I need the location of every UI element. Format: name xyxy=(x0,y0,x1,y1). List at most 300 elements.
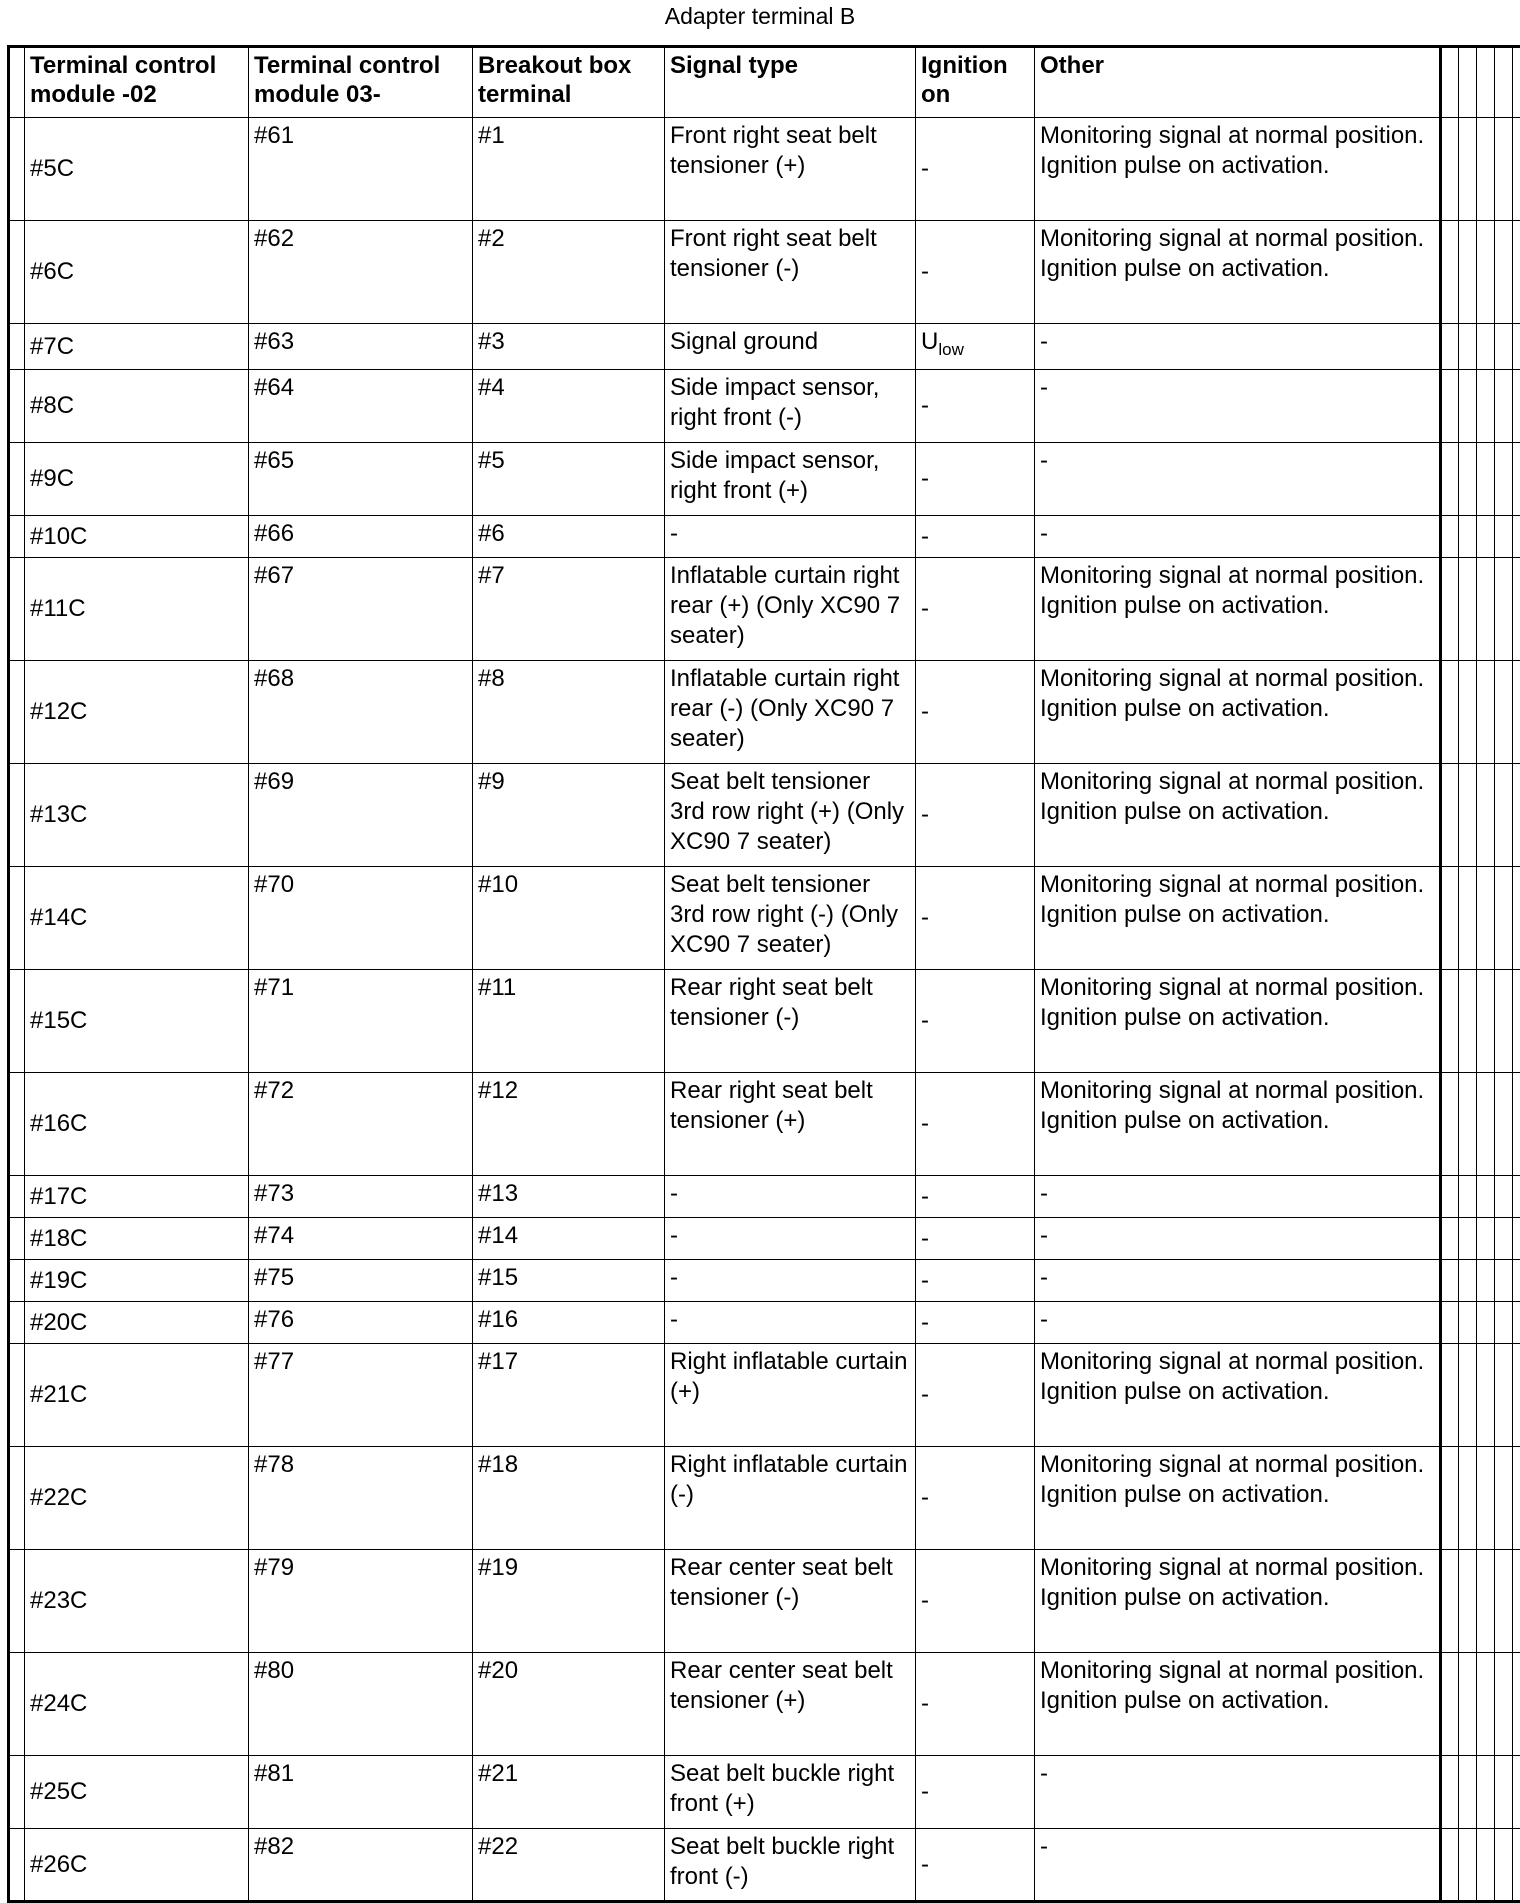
spacer-cell xyxy=(1459,661,1477,764)
other-cell: Monitoring signal at normal position. Ignition pulse on activation. xyxy=(1035,1653,1441,1756)
spacer-cell xyxy=(9,558,25,661)
spacer-cell xyxy=(1459,443,1477,516)
table-row xyxy=(9,324,1520,370)
signal-type-cell: Rear right seat belt tensioner (-) xyxy=(665,970,916,1073)
terminal-module-03-cell: #74 xyxy=(249,1218,473,1260)
spacer-cell xyxy=(1513,1829,1520,1902)
spacer-cell xyxy=(1513,1073,1520,1176)
spacer-cell xyxy=(1495,47,1513,118)
spacer-cell xyxy=(1441,516,1459,558)
spacer-cell xyxy=(1459,1302,1477,1344)
table-row xyxy=(9,661,1520,764)
spacer-cell xyxy=(9,661,25,764)
spacer-cell xyxy=(1477,1829,1495,1902)
other-cell: - xyxy=(1035,516,1441,558)
spacer-cell xyxy=(9,1176,25,1218)
breakout-box-terminal-cell: #13 xyxy=(473,1176,665,1218)
spacer-cell xyxy=(1495,970,1513,1073)
ignition-on-cell xyxy=(916,324,1035,370)
spacer-cell xyxy=(1495,1344,1513,1447)
header-breakout-box-terminal: Breakout box terminal xyxy=(473,47,665,118)
spacer-cell xyxy=(1495,118,1513,221)
spacer-cell xyxy=(1459,324,1477,370)
header-other: Other xyxy=(1035,47,1441,118)
other-cell: - xyxy=(1035,1829,1441,1902)
ignition-on-cell: - xyxy=(916,443,1035,516)
breakout-box-terminal-cell: #14 xyxy=(473,1218,665,1260)
table-row xyxy=(9,1550,1520,1653)
header-row xyxy=(9,47,1520,118)
spacer-cell xyxy=(1441,1653,1459,1756)
spacer-cell xyxy=(1459,1344,1477,1447)
spacer-cell xyxy=(1495,867,1513,970)
spacer-cell xyxy=(1441,661,1459,764)
terminal-module-02-cell: #16C xyxy=(25,1073,249,1176)
breakout-box-terminal-cell: #18 xyxy=(473,1447,665,1550)
spacer-cell xyxy=(1495,661,1513,764)
signal-type-cell: Seat belt tensioner 3rd row right (+) (Only XC90 7 seater) xyxy=(665,764,916,867)
spacer-cell xyxy=(1441,47,1459,118)
ignition-on-cell: - xyxy=(916,1073,1035,1176)
other-cell: Monitoring signal at normal position. Ignition pulse on activation. xyxy=(1035,1550,1441,1653)
spacer-cell xyxy=(1441,443,1459,516)
spacer-cell xyxy=(1441,558,1459,661)
page-caption: Adapter terminal B xyxy=(0,2,1520,30)
spacer-cell xyxy=(1441,1302,1459,1344)
other-cell: - xyxy=(1035,1260,1441,1302)
spacer-cell xyxy=(1459,1756,1477,1829)
spacer-cell xyxy=(1477,1302,1495,1344)
spacer-cell xyxy=(1495,1302,1513,1344)
other-cell: Monitoring signal at normal position. Ignition pulse on activation. xyxy=(1035,1344,1441,1447)
terminal-module-02-cell: #7C xyxy=(25,324,249,370)
table-row xyxy=(9,558,1520,661)
terminal-module-02-cell: #12C xyxy=(25,661,249,764)
other-cell: Monitoring signal at normal position. Ignition pulse on activation. xyxy=(1035,867,1441,970)
header-terminal-module-03: Terminal control module 03- xyxy=(249,47,473,118)
spacer-cell xyxy=(9,1653,25,1756)
breakout-box-terminal-cell: #9 xyxy=(473,764,665,867)
spacer-cell xyxy=(1459,867,1477,970)
table-row xyxy=(9,1260,1520,1302)
table-row xyxy=(9,1218,1520,1260)
terminal-module-02-cell: #5C xyxy=(25,118,249,221)
spacer-cell xyxy=(1495,1176,1513,1218)
spacer-cell xyxy=(1441,764,1459,867)
terminal-module-03-cell: #71 xyxy=(249,970,473,1073)
spacer-cell xyxy=(1477,47,1495,118)
spacer-cell xyxy=(1459,1550,1477,1653)
spacer-cell xyxy=(1513,516,1520,558)
terminal-module-03-cell: #68 xyxy=(249,661,473,764)
spacer-cell xyxy=(1459,1447,1477,1550)
spacer-cell xyxy=(1441,1344,1459,1447)
spacer-cell xyxy=(1513,47,1520,118)
terminal-module-02-cell: #20C xyxy=(25,1302,249,1344)
terminal-module-03-cell: #63 xyxy=(249,324,473,370)
spacer-cell xyxy=(1459,1176,1477,1218)
spacer-cell xyxy=(1441,1550,1459,1653)
signal-type-cell: Front right seat belt tensioner (+) xyxy=(665,118,916,221)
terminal-module-02-cell: #22C xyxy=(25,1447,249,1550)
spacer-cell xyxy=(1477,443,1495,516)
spacer-cell xyxy=(1513,1756,1520,1829)
spacer-cell xyxy=(1513,1260,1520,1302)
terminal-module-03-cell: #75 xyxy=(249,1260,473,1302)
terminal-module-03-cell: #82 xyxy=(249,1829,473,1902)
spacer-cell xyxy=(1441,1447,1459,1550)
other-cell: Monitoring signal at normal position. Ignition pulse on activation. xyxy=(1035,118,1441,221)
terminal-module-03-cell: #76 xyxy=(249,1302,473,1344)
spacer-cell xyxy=(1477,1218,1495,1260)
spacer-cell xyxy=(1513,118,1520,221)
signal-type-cell: Seat belt tensioner 3rd row right (-) (Only XC90 7 seater) xyxy=(665,867,916,970)
spacer-cell xyxy=(1477,1447,1495,1550)
spacer-cell xyxy=(1477,1176,1495,1218)
spacer-cell xyxy=(1495,1073,1513,1176)
header-signal-type: Signal type xyxy=(665,47,916,118)
terminal-module-02-cell: #14C xyxy=(25,867,249,970)
breakout-box-terminal-cell: #10 xyxy=(473,867,665,970)
ignition-on-cell: - xyxy=(916,1176,1035,1218)
other-cell: - xyxy=(1035,1302,1441,1344)
other-cell: - xyxy=(1035,324,1441,370)
spacer-cell xyxy=(1495,1218,1513,1260)
terminal-module-02-cell: #9C xyxy=(25,443,249,516)
terminal-module-02-cell: #8C xyxy=(25,370,249,443)
other-cell: - xyxy=(1035,1176,1441,1218)
terminal-module-02-cell: #18C xyxy=(25,1218,249,1260)
spacer-cell xyxy=(9,443,25,516)
table-row xyxy=(9,1176,1520,1218)
terminal-module-02-cell: #17C xyxy=(25,1176,249,1218)
table-row xyxy=(9,1344,1520,1447)
spacer-cell xyxy=(9,118,25,221)
spacer-cell xyxy=(1459,47,1477,118)
spacer-cell xyxy=(1477,661,1495,764)
table-row xyxy=(9,1447,1520,1550)
signal-type-cell: Right inflatable curtain (-) xyxy=(665,1447,916,1550)
spacer-cell xyxy=(1459,1218,1477,1260)
terminal-module-03-cell: #70 xyxy=(249,867,473,970)
spacer-cell xyxy=(1441,1756,1459,1829)
breakout-box-terminal-cell: #8 xyxy=(473,661,665,764)
signal-type-cell: Rear center seat belt tensioner (+) xyxy=(665,1653,916,1756)
other-cell: Monitoring signal at normal position. Ignition pulse on activation. xyxy=(1035,764,1441,867)
terminal-module-02-cell: #10C xyxy=(25,516,249,558)
spacer-cell xyxy=(1513,1653,1520,1756)
spacer-cell xyxy=(1477,1260,1495,1302)
ignition-on-cell: - xyxy=(916,1218,1035,1260)
spacer-cell xyxy=(1477,1653,1495,1756)
terminal-module-03-cell: #78 xyxy=(249,1447,473,1550)
breakout-box-terminal-cell: #17 xyxy=(473,1344,665,1447)
terminal-module-02-cell: #26C xyxy=(25,1829,249,1902)
terminal-module-03-cell: #72 xyxy=(249,1073,473,1176)
ignition-on-cell: - xyxy=(916,516,1035,558)
terminal-module-03-cell: #67 xyxy=(249,558,473,661)
breakout-box-terminal-cell: #22 xyxy=(473,1829,665,1902)
breakout-box-terminal-cell: #3 xyxy=(473,324,665,370)
spacer-cell xyxy=(1459,221,1477,324)
spacer-cell xyxy=(1477,970,1495,1073)
spacer-cell xyxy=(1459,764,1477,867)
spacer-cell xyxy=(1459,558,1477,661)
spacer-cell xyxy=(9,1550,25,1653)
table-row xyxy=(9,867,1520,970)
breakout-box-terminal-cell: #6 xyxy=(473,516,665,558)
spacer-cell xyxy=(1477,1344,1495,1447)
spacer-cell xyxy=(1477,558,1495,661)
other-cell: Monitoring signal at normal position. Ignition pulse on activation. xyxy=(1035,661,1441,764)
other-cell: Monitoring signal at normal position. Ignition pulse on activation. xyxy=(1035,1447,1441,1550)
terminal-module-02-cell: #21C xyxy=(25,1344,249,1447)
spacer-cell xyxy=(1495,324,1513,370)
table-row xyxy=(9,118,1520,221)
signal-type-cell: Seat belt buckle right front (+) xyxy=(665,1756,916,1829)
spacer-cell xyxy=(1495,1447,1513,1550)
spacer-cell xyxy=(1441,867,1459,970)
spacer-cell xyxy=(1513,970,1520,1073)
other-cell: - xyxy=(1035,1756,1441,1829)
spacer-cell xyxy=(1477,867,1495,970)
spacer-cell xyxy=(9,970,25,1073)
terminal-module-03-cell: #73 xyxy=(249,1176,473,1218)
breakout-box-terminal-cell: #16 xyxy=(473,1302,665,1344)
spacer-cell xyxy=(1513,221,1520,324)
breakout-box-terminal-cell: #4 xyxy=(473,370,665,443)
spacer-cell xyxy=(9,764,25,867)
spacer-cell xyxy=(1495,443,1513,516)
spacer-cell xyxy=(1513,867,1520,970)
spacer-cell xyxy=(1441,1073,1459,1176)
spacer-cell xyxy=(1513,324,1520,370)
terminal-module-03-cell: #64 xyxy=(249,370,473,443)
table-row xyxy=(9,1073,1520,1176)
spacer-cell xyxy=(9,1829,25,1902)
terminal-module-02-cell: #24C xyxy=(25,1653,249,1756)
signal-type-cell: - xyxy=(665,1260,916,1302)
breakout-box-terminal-cell: #5 xyxy=(473,443,665,516)
spacer-cell xyxy=(9,324,25,370)
table-row xyxy=(9,970,1520,1073)
signal-type-cell: Front right seat belt tensioner (-) xyxy=(665,221,916,324)
spacer-cell xyxy=(1459,970,1477,1073)
spacer-cell xyxy=(9,1756,25,1829)
spacer-cell xyxy=(9,370,25,443)
ignition-on-cell: - xyxy=(916,970,1035,1073)
spacer-cell xyxy=(1513,1447,1520,1550)
spacer-cell xyxy=(1513,1344,1520,1447)
spacer-cell xyxy=(1441,1218,1459,1260)
spacer-cell xyxy=(1477,324,1495,370)
header-ignition-on: Ignition on xyxy=(916,47,1035,118)
spacer-cell xyxy=(1441,370,1459,443)
spacer-cell xyxy=(1441,118,1459,221)
spacer-cell xyxy=(1495,1550,1513,1653)
spacer-cell xyxy=(9,1218,25,1260)
signal-type-cell: - xyxy=(665,1218,916,1260)
terminal-module-02-cell: #15C xyxy=(25,970,249,1073)
signal-type-cell: Inflatable curtain right rear (+) (Only XC90 7 seater) xyxy=(665,558,916,661)
table-row xyxy=(9,1829,1520,1902)
spacer-cell xyxy=(1459,370,1477,443)
spacer-cell xyxy=(1441,221,1459,324)
ignition-value-subscript: low xyxy=(938,340,964,359)
spacer-cell xyxy=(1477,221,1495,324)
signal-type-cell: Side impact sensor, right front (-) xyxy=(665,370,916,443)
ignition-value: U xyxy=(921,328,938,355)
ignition-on-cell: - xyxy=(916,1447,1035,1550)
spacer-cell xyxy=(1495,558,1513,661)
other-cell: Monitoring signal at normal position. Ignition pulse on activation. xyxy=(1035,558,1441,661)
table-row xyxy=(9,370,1520,443)
spacer-cell xyxy=(1513,1302,1520,1344)
table-row xyxy=(9,221,1520,324)
breakout-box-terminal-cell: #19 xyxy=(473,1550,665,1653)
spacer-cell xyxy=(1441,970,1459,1073)
terminal-module-03-cell: #79 xyxy=(249,1550,473,1653)
spacer-cell xyxy=(9,516,25,558)
terminal-module-02-cell: #25C xyxy=(25,1756,249,1829)
spacer-cell xyxy=(1495,516,1513,558)
spacer-cell xyxy=(1495,221,1513,324)
spacer-cell xyxy=(1477,118,1495,221)
spacer-cell xyxy=(1513,1176,1520,1218)
spacer-cell xyxy=(1477,1073,1495,1176)
spacer-cell xyxy=(1459,1829,1477,1902)
ignition-on-cell: - xyxy=(916,1550,1035,1653)
spacer-cell xyxy=(9,867,25,970)
spacer-cell xyxy=(9,1447,25,1550)
table-row xyxy=(9,764,1520,867)
spacer-cell xyxy=(1495,764,1513,867)
ignition-on-cell: - xyxy=(916,1653,1035,1756)
spacer-cell xyxy=(9,1344,25,1447)
table-row xyxy=(9,516,1520,558)
terminal-table xyxy=(7,45,1520,1903)
table-row xyxy=(9,1756,1520,1829)
signal-type-cell: - xyxy=(665,1302,916,1344)
table-row xyxy=(9,443,1520,516)
other-cell: - xyxy=(1035,443,1441,516)
table-row xyxy=(9,1302,1520,1344)
terminal-module-03-cell: #66 xyxy=(249,516,473,558)
spacer-cell xyxy=(1477,1550,1495,1653)
signal-type-cell: Inflatable curtain right rear (-) (Only XC90 7 seater) xyxy=(665,661,916,764)
breakout-box-terminal-cell: #1 xyxy=(473,118,665,221)
spacer-cell xyxy=(1495,370,1513,443)
spacer-cell xyxy=(1441,1176,1459,1218)
terminal-module-03-cell: #62 xyxy=(249,221,473,324)
spacer-cell xyxy=(9,1302,25,1344)
signal-type-cell: - xyxy=(665,1176,916,1218)
ignition-on-cell: - xyxy=(916,867,1035,970)
ignition-on-cell: - xyxy=(916,764,1035,867)
spacer-cell xyxy=(1513,370,1520,443)
terminal-module-03-cell: #81 xyxy=(249,1756,473,1829)
ignition-on-cell: - xyxy=(916,661,1035,764)
spacer-cell xyxy=(1495,1756,1513,1829)
other-cell: Monitoring signal at normal position. Ignition pulse on activation. xyxy=(1035,1073,1441,1176)
spacer-cell xyxy=(1477,516,1495,558)
other-cell: - xyxy=(1035,370,1441,443)
terminal-module-02-cell: #11C xyxy=(25,558,249,661)
terminal-module-02-cell: #13C xyxy=(25,764,249,867)
terminal-module-03-cell: #69 xyxy=(249,764,473,867)
ignition-on-cell: - xyxy=(916,1302,1035,1344)
other-cell: - xyxy=(1035,1218,1441,1260)
spacer-cell xyxy=(1477,764,1495,867)
spacer-cell xyxy=(1441,324,1459,370)
spacer-cell xyxy=(1459,118,1477,221)
table-body xyxy=(9,118,1520,1902)
spacer-cell xyxy=(1477,370,1495,443)
breakout-box-terminal-cell: #21 xyxy=(473,1756,665,1829)
spacer-cell xyxy=(1459,516,1477,558)
ignition-on-cell: - xyxy=(916,1344,1035,1447)
ignition-on-cell: - xyxy=(916,221,1035,324)
spacer-cell xyxy=(1441,1260,1459,1302)
spacer-cell xyxy=(1441,1829,1459,1902)
terminal-module-02-cell: #6C xyxy=(25,221,249,324)
spacer-cell xyxy=(9,221,25,324)
spacer-cell xyxy=(1495,1260,1513,1302)
breakout-box-terminal-cell: #12 xyxy=(473,1073,665,1176)
spacer-cell xyxy=(1495,1653,1513,1756)
spacer-cell xyxy=(1459,1073,1477,1176)
terminal-module-03-cell: #65 xyxy=(249,443,473,516)
header-terminal-module-02: Terminal control module -02 xyxy=(25,47,249,118)
breakout-box-terminal-cell: #15 xyxy=(473,1260,665,1302)
terminal-module-02-cell: #19C xyxy=(25,1260,249,1302)
spacer-cell xyxy=(1513,1550,1520,1653)
spacer-cell xyxy=(1459,1260,1477,1302)
ignition-on-cell: - xyxy=(916,370,1035,443)
terminal-module-03-cell: #77 xyxy=(249,1344,473,1447)
spacer-cell xyxy=(9,1073,25,1176)
ignition-on-cell: - xyxy=(916,118,1035,221)
table-row xyxy=(9,1653,1520,1756)
spacer-cell xyxy=(9,1260,25,1302)
signal-type-cell: - xyxy=(665,516,916,558)
spacer-cell xyxy=(1513,1218,1520,1260)
breakout-box-terminal-cell: #7 xyxy=(473,558,665,661)
spacer-cell xyxy=(1459,1653,1477,1756)
signal-type-cell: Rear center seat belt tensioner (-) xyxy=(665,1550,916,1653)
other-cell: Monitoring signal at normal position. Ignition pulse on activation. xyxy=(1035,221,1441,324)
signal-type-cell: Rear right seat belt tensioner (+) xyxy=(665,1073,916,1176)
spacer-cell xyxy=(1513,661,1520,764)
spacer-cell xyxy=(1513,558,1520,661)
spacer-cell xyxy=(1477,1756,1495,1829)
terminal-module-02-cell: #23C xyxy=(25,1550,249,1653)
signal-type-cell: Seat belt buckle right front (-) xyxy=(665,1829,916,1902)
signal-type-cell: Right inflatable curtain (+) xyxy=(665,1344,916,1447)
breakout-box-terminal-cell: #11 xyxy=(473,970,665,1073)
spacer-cell xyxy=(9,47,25,118)
spacer-cell xyxy=(1513,764,1520,867)
ignition-on-cell: - xyxy=(916,1756,1035,1829)
terminal-module-03-cell: #61 xyxy=(249,118,473,221)
breakout-box-terminal-cell: #2 xyxy=(473,221,665,324)
terminal-module-03-cell: #80 xyxy=(249,1653,473,1756)
breakout-box-terminal-cell: #20 xyxy=(473,1653,665,1756)
spacer-cell xyxy=(1513,443,1520,516)
ignition-on-cell: - xyxy=(916,1260,1035,1302)
ignition-on-cell: - xyxy=(916,1829,1035,1902)
signal-type-cell: Signal ground xyxy=(665,324,916,370)
